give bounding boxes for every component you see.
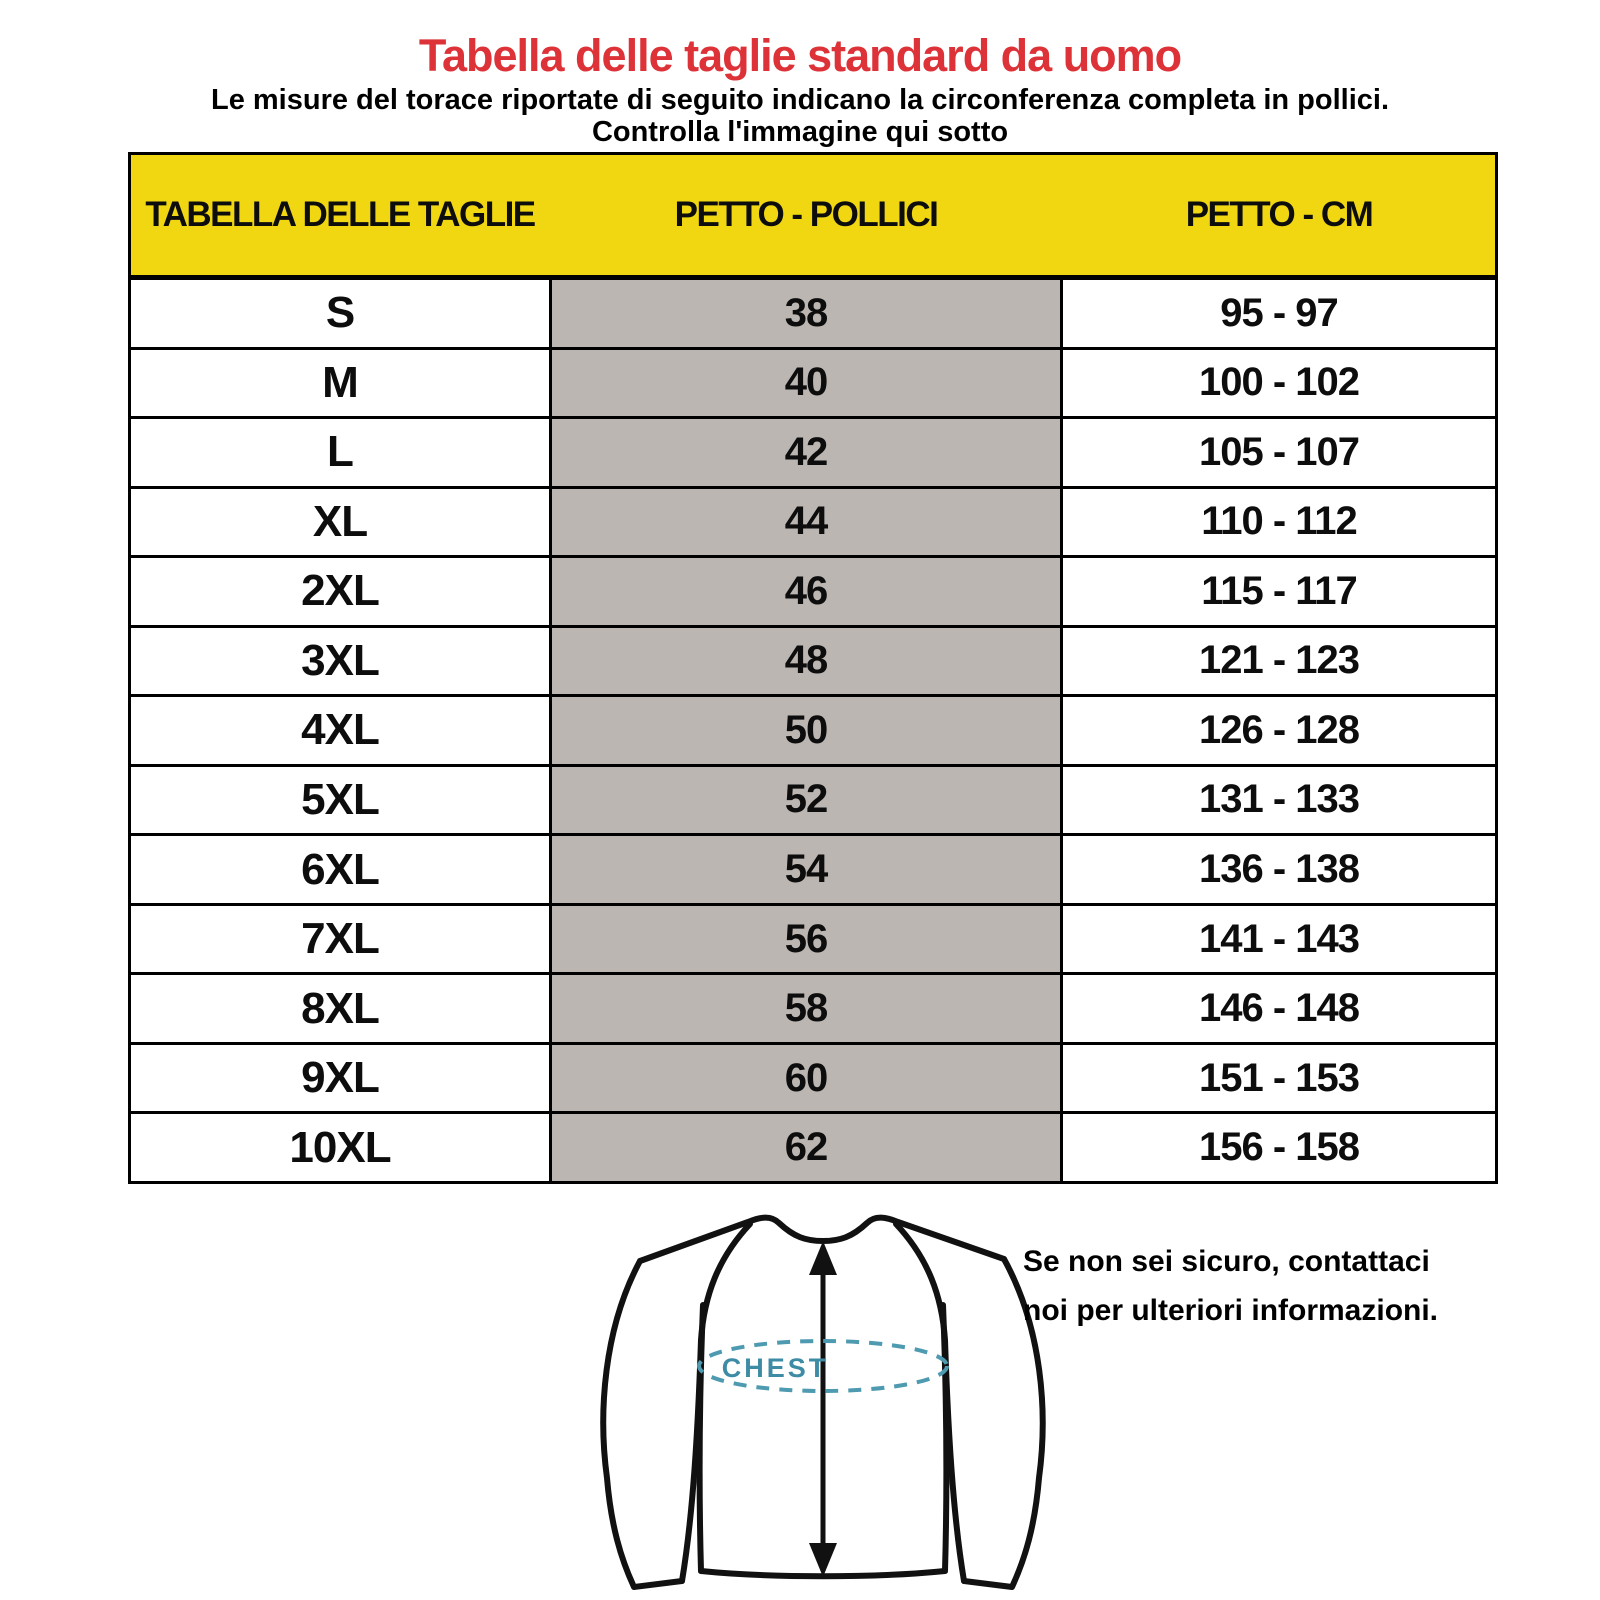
table-row: [131, 625, 1495, 695]
chest-inches-cell: 62: [549, 1114, 1063, 1181]
chest-inches-cell: 56: [549, 906, 1063, 973]
chest-inches-cell: 46: [549, 558, 1063, 625]
arrowhead-down-icon: [809, 1543, 837, 1577]
chest-cm-cell: 151 - 153: [1198, 1055, 1360, 1100]
chest-inches-cell: 50: [549, 697, 1063, 764]
size-cell: 7XL: [301, 914, 379, 964]
length-arrow: [809, 1241, 837, 1577]
contact-note-line1: Se non sei sicuro, contattaci: [1023, 1245, 1430, 1278]
header-chest-cm-column: PETTO - CM: [1185, 195, 1373, 234]
table-row: [131, 555, 1495, 625]
subtitle-line1: Le misure del torace riportate di seguito indicano la circonferenza completa in pollici.: [211, 84, 1389, 116]
size-cell: 2XL: [301, 566, 379, 616]
table-row: [131, 972, 1495, 1042]
size-cell: 6XL: [301, 844, 379, 894]
chest-cm-cell: 100 - 102: [1198, 360, 1360, 405]
contact-note-line2: noi per ulteriori informazioni.: [1023, 1294, 1439, 1327]
table-body: [131, 280, 1495, 1181]
header-chest-inches-column: PETTO - POLLICI: [674, 195, 938, 234]
size-cell: XL: [312, 496, 368, 546]
chest-inches-cell: 42: [549, 419, 1063, 486]
chest-inches-cell: 48: [549, 628, 1063, 695]
size-cell: 5XL: [301, 774, 379, 824]
jacket-diagram: [575, 1198, 1070, 1600]
subtitle: [0, 84, 1600, 148]
chest-inches-cell: 54: [549, 836, 1063, 903]
table-row: [131, 416, 1495, 486]
size-cell: 9XL: [301, 1053, 379, 1103]
contact-note: [1023, 1246, 1438, 1344]
size-cell: 4XL: [301, 705, 379, 755]
chest-cm-cell: 131 - 133: [1198, 777, 1360, 822]
table-row: [131, 764, 1495, 834]
chest-cm-cell: 156 - 158: [1198, 1125, 1360, 1170]
chest-label: CHEST: [721, 1353, 829, 1383]
chest-cm-cell: 115 - 117: [1201, 568, 1357, 613]
size-cell: S: [325, 288, 355, 338]
chest-inches-cell: 38: [549, 280, 1063, 347]
table-row: [131, 347, 1495, 417]
size-cell: 8XL: [301, 983, 379, 1033]
chest-cm-cell: 141 - 143: [1198, 916, 1360, 961]
table-header-row: [131, 155, 1495, 280]
chest-cm-cell: 126 - 128: [1198, 707, 1360, 752]
chest-cm-cell: 110 - 112: [1201, 499, 1357, 544]
table-row: [131, 694, 1495, 764]
page-title: Tabella delle taglie standard da uomo: [418, 30, 1182, 81]
chest-cm-cell: 136 - 138: [1198, 847, 1360, 892]
header-size-column: TABELLA DELLE TAGLIE: [145, 195, 535, 234]
chest-cm-cell: 146 - 148: [1198, 986, 1360, 1031]
size-cell: L: [327, 427, 353, 477]
size-table: [128, 152, 1498, 1184]
subtitle-line2: Controlla l'immagine qui sotto: [591, 116, 1009, 148]
chest-inches-cell: 58: [549, 975, 1063, 1042]
arrowhead-up-icon: [809, 1241, 837, 1275]
size-cell: 3XL: [301, 635, 379, 685]
table-row: [131, 903, 1495, 973]
chest-inches-cell: 44: [549, 489, 1063, 556]
table-row: [131, 833, 1495, 903]
size-cell: 10XL: [289, 1122, 391, 1172]
chest-inches-cell: 40: [549, 350, 1063, 417]
table-row: [131, 1111, 1495, 1181]
table-row: [131, 1042, 1495, 1112]
table-row: [131, 486, 1495, 556]
chest-inches-cell: 60: [549, 1045, 1063, 1112]
chest-inches-cell: 52: [549, 767, 1063, 834]
table-row: [131, 280, 1495, 347]
size-cell: M: [322, 357, 358, 407]
chest-cm-cell: 121 - 123: [1198, 638, 1360, 683]
chest-cm-cell: 105 - 107: [1198, 429, 1360, 474]
chest-cm-cell: 95 - 97: [1220, 290, 1338, 335]
